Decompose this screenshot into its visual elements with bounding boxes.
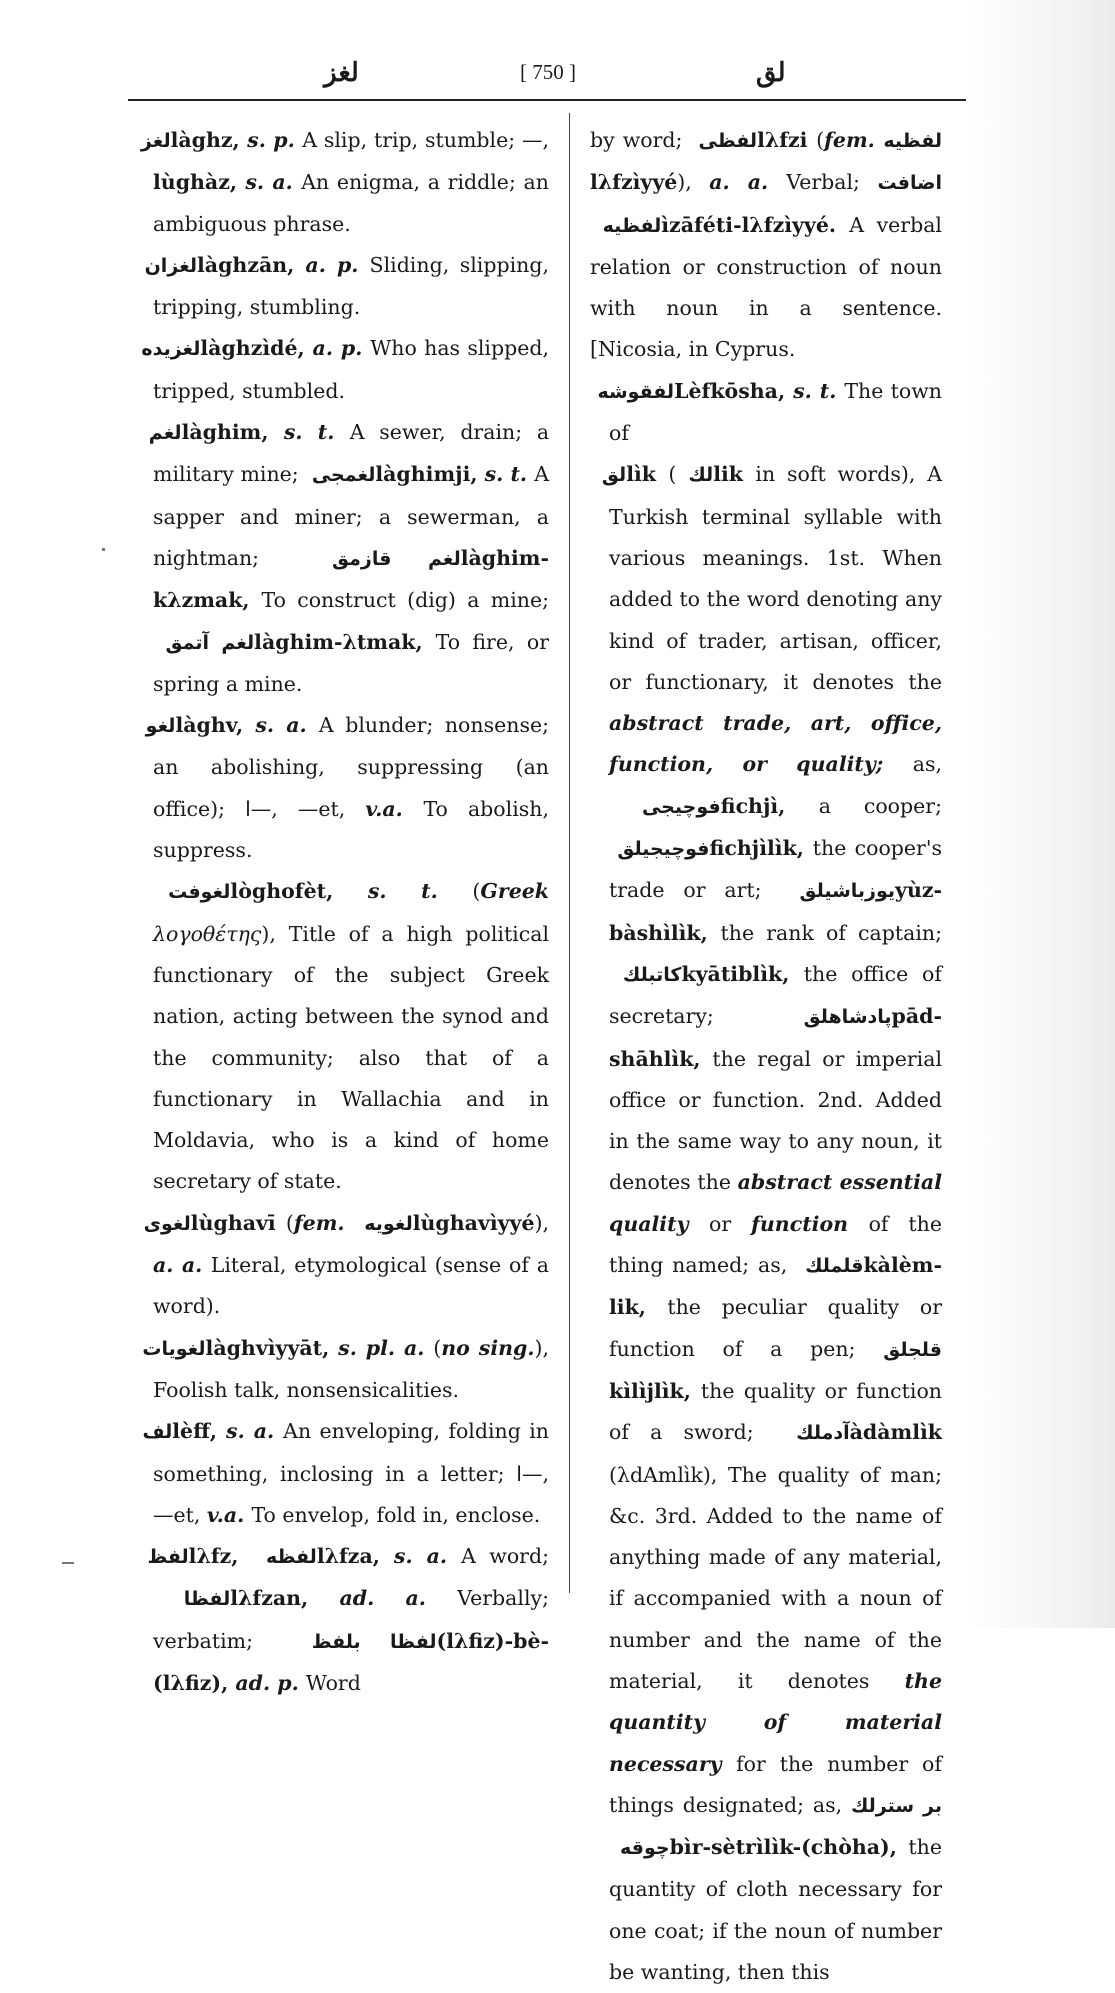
page-edge-shadow (965, 0, 1115, 1628)
dictionary-entry (134, 412, 549, 705)
arabic-headword: قلملك (796, 1255, 864, 1278)
running-header (128, 56, 966, 96)
definition-text: ( (816, 128, 825, 152)
grammar-label: v.a. (206, 1502, 252, 1527)
arabic-headword: لفظا (153, 1588, 231, 1611)
definition-text: Who has slipped, tripped, stumbled. (153, 336, 549, 403)
dictionary-entry (134, 1411, 549, 1536)
dictionary-entry (590, 371, 942, 455)
dictionary-entry (590, 120, 942, 371)
transliteration: lùghavìyyé (412, 1210, 535, 1235)
transliteration: lik (713, 462, 756, 487)
scan-speck (62, 1562, 74, 1564)
transliteration: làghim, (181, 420, 284, 445)
transliteration: (lλfiz)-bè-(lλfiz), (153, 1628, 549, 1695)
definition-text: as, (912, 752, 942, 777)
arabic-headword: لف (134, 1421, 173, 1444)
transliteration: ìzāféti-lλfzìyyé. (661, 212, 850, 237)
arabic-headword: لغمجى (305, 464, 376, 487)
definition-text: Verbally; verbatim; (153, 1586, 549, 1653)
dictionary-entry (134, 871, 549, 1202)
definition-text: ( (433, 1335, 442, 1360)
scan-speck (102, 548, 105, 551)
transliteration: làghv, (175, 713, 256, 738)
transliteration: lòghofèt, (230, 879, 368, 904)
left-column (134, 120, 549, 1704)
definition-text: the quality or function of a sword; (609, 1378, 942, 1445)
grammar-label: abstract essential quality (609, 1170, 943, 1236)
arabic-headword: لغز (134, 130, 171, 152)
grammar-label: s. pl. a. (338, 1335, 434, 1360)
definition-text: (λdAmlìk), The quality of man; &c. 3rd. Added to the name of anything made of any material, if accompanied with a noun of number and the name of the material, it denotes (609, 1462, 942, 1693)
definition-text: ( (668, 462, 677, 487)
grammar-label: a. p. (305, 252, 370, 277)
arabic-headword: قلجلق (883, 1338, 942, 1361)
grammar-label: a. a. (709, 170, 787, 195)
arabic-headword: آدملك (774, 1422, 850, 1445)
definition-text: A verbal relation or construction of noun with noun in a sentence. [Nicosia, in Cyprus. (590, 212, 942, 362)
arabic-headword: لغزان (134, 254, 198, 277)
transliteration: lλfzi (757, 128, 817, 152)
transliteration: lλfzìyyé (590, 170, 678, 195)
arabic-headword: اضافت لفظيه (590, 172, 942, 237)
transliteration: kìlìjlìk, (609, 1378, 701, 1403)
definition-text: A sewer, drain; a military mine; (153, 420, 550, 487)
definition-text: a cooper; (818, 793, 942, 818)
definition-text: To fire, or spring a mine. (153, 629, 549, 696)
dictionary-entry (134, 705, 549, 871)
grammar-label: s. a. (393, 1544, 462, 1569)
arabic-headword: لق (590, 464, 627, 487)
dictionary-entry (134, 1328, 549, 1412)
definition-text: ( (285, 1210, 294, 1235)
definition-text: ), Foolish talk, nonsensicalities. (153, 1335, 549, 1402)
transliteration: lèff, (172, 1419, 227, 1444)
definition-text: To construct (dig) a mine; (261, 588, 549, 613)
arabic-headword: لغزيده (134, 338, 201, 361)
transliteration: làghim-kλzmak, (153, 545, 549, 613)
definition-text: the peculiar quality or function of a pen; (609, 1295, 942, 1361)
definition-text: ), Title of a high political functionary of the subject Greek nation, acting between the synod and the community; also that of a functionary in Wallachia and in Moldavia, who is a kind of home secretary of state. (153, 921, 549, 1194)
transliteration: yùz-bàshìlìk, (609, 878, 942, 945)
definition-text: A blunder; nonsense; an abolishing, suppressing (an office); ا—, —et, (153, 713, 550, 821)
transliteration: lìk (626, 462, 669, 487)
definition-text: for the number of things designated; as, (609, 1751, 942, 1817)
arabic-headword: لغم آتمق (153, 631, 255, 654)
transliteration: lλfza, (316, 1544, 394, 1569)
header-right-word: لق (756, 58, 786, 88)
grammar-label: s. t. (484, 462, 535, 487)
definition-text: of the thing named; as, (609, 1211, 942, 1278)
italic-text: λογοθέτης (153, 921, 262, 946)
transliteration: kàlèm-lik, (609, 1253, 942, 1320)
dictionary-entry (134, 1203, 549, 1328)
arabic-headword: لفظى (690, 130, 758, 152)
definition-text: ), (677, 170, 710, 195)
header-left-word: لغز (324, 58, 359, 88)
definition-text: Word (305, 1670, 361, 1695)
grammar-label: s. a. (245, 170, 302, 195)
transliteration: bìr-sètrìlìk-(chòha), (669, 1835, 909, 1860)
definition-text: ( (472, 879, 481, 904)
column-divider (569, 113, 570, 1593)
header-rule (128, 99, 966, 101)
transliteration: lλfz, (188, 1544, 253, 1569)
definition-text: Verbal; (786, 170, 878, 195)
right-column (590, 120, 942, 1993)
transliteration: làghim-λtmak, (254, 629, 436, 654)
definition-text: the rank of captain; (720, 920, 942, 945)
grammar-label: fem. (824, 128, 884, 152)
grammar-label: s. t. (367, 879, 473, 904)
grammar-label: a. a. (153, 1253, 211, 1278)
grammar-label: the quantity of material necessary (609, 1668, 942, 1776)
arabic-headword: كاتبلك (609, 963, 682, 986)
definition-text: or (709, 1211, 752, 1236)
definition-text: Sliding, slipping, tripping, stumbling. (153, 252, 549, 320)
definition-text: by word; (590, 128, 691, 152)
definition-text: The town of (609, 378, 943, 446)
arabic-headword: يوزباشيلق (780, 880, 896, 903)
definition-text: To abolish, suppress. (153, 796, 549, 863)
grammar-label: ad. p. (235, 1670, 306, 1695)
grammar-label: v.a. (365, 796, 424, 821)
grammar-label: no sing. (441, 1335, 535, 1360)
dictionary-entry (590, 454, 942, 1993)
arabic-headword: لفظا بلفظ (282, 1630, 437, 1653)
arabic-headword: لغويه (354, 1212, 413, 1235)
page-number: [ 750 ] (520, 60, 576, 84)
grammar-label: s. a. (226, 1419, 284, 1444)
dictionary-entry (134, 245, 549, 329)
grammar-label: abstract trade, art, office, function, or quality; (609, 711, 942, 777)
arabic-headword: فوچيجيلق (609, 838, 710, 861)
arabic-headword: لك (676, 464, 714, 487)
dictionary-entry (134, 120, 549, 245)
transliteration: làghzìdé, (200, 336, 313, 361)
arabic-headword: لغويات (134, 1337, 206, 1360)
definition-text: A word; (461, 1544, 549, 1569)
transliteration: lλfzan, (230, 1586, 340, 1611)
definition-text: To envelop, fold in, enclose. (251, 1502, 541, 1527)
definition-text: Literal, etymological (sense of a word). (153, 1253, 549, 1319)
transliteration: fichjì, (720, 793, 819, 818)
transliteration: kyātiblìk, (681, 961, 804, 986)
definition-text: A slip, trip, stumble; —, (302, 128, 549, 152)
arabic-headword: لغو (134, 715, 176, 738)
grammar-label: s. t. (793, 378, 845, 403)
arabic-headword: لغوى (134, 1212, 191, 1235)
transliteration: fichjìlìk, (709, 836, 813, 861)
grammar-label: fem. (293, 1210, 355, 1235)
grammar-label: s. p. (247, 128, 303, 152)
grammar-label: s. t. (283, 420, 350, 445)
arabic-headword: لفقوشه (590, 380, 675, 403)
transliteration: pād-shāhlìk, (609, 1004, 942, 1071)
dictionary-entry (134, 328, 549, 412)
arabic-headword: پادشاهلق (758, 1006, 892, 1029)
transliteration: lùghavī (190, 1210, 286, 1235)
arabic-headword: لغوفت (134, 881, 231, 904)
definition-text: in soft words), A Turkish terminal syllable with various meanings. 1st. When added to the word denoting any kind of trader, artisan, officer, or functionary, it denotes the (609, 462, 942, 694)
arabic-headword: لغم قازمق (295, 547, 461, 570)
transliteration: lùghàz, (153, 170, 246, 195)
arabic-headword: بر سترلك چوقه (609, 1794, 942, 1860)
dictionary-entry (134, 1536, 549, 1704)
arabic-headword: لفظ (134, 1546, 189, 1569)
transliteration: Lèfkōsha, (674, 378, 794, 403)
arabic-headword: لفظه (252, 1546, 317, 1569)
grammar-label: Greek (480, 879, 549, 904)
grammar-label: function (751, 1211, 869, 1236)
arabic-headword: فوچيجى (609, 795, 721, 818)
definition-text: An enigma, a riddle; an ambiguous phrase. (153, 170, 549, 236)
definition-text: ), (534, 1210, 549, 1235)
grammar-label: a. p. (312, 336, 371, 361)
grammar-label: ad. a. (339, 1586, 458, 1611)
definition-text: the cooper's trade or art; (609, 836, 943, 903)
definition-text: An enveloping, folding in something, inclosing in a letter; ا—, —et, (153, 1419, 549, 1527)
definition-text: A sapper and miner; a sewerman, a nightman; (153, 462, 550, 570)
transliteration: làghzān, (197, 252, 306, 277)
transliteration: làghimji, (375, 462, 485, 487)
definition-text: the office of secretary; (609, 961, 942, 1029)
transliteration: àdàmlìk (849, 1420, 942, 1445)
definition-text: the regal or imperial office or function. 2nd. Added in the same way to any noun, it denotes the (609, 1046, 943, 1195)
definition-text: the quantity of cloth necessary for one coat; if the noun of number be wanting, then this (609, 1835, 942, 1985)
arabic-headword: لفظيه (883, 130, 943, 152)
arabic-headword: لغم (134, 422, 182, 445)
grammar-label: s. a. (255, 713, 319, 738)
transliteration: làghz, (170, 128, 248, 152)
transliteration: làghvìyyāt, (205, 1335, 339, 1360)
